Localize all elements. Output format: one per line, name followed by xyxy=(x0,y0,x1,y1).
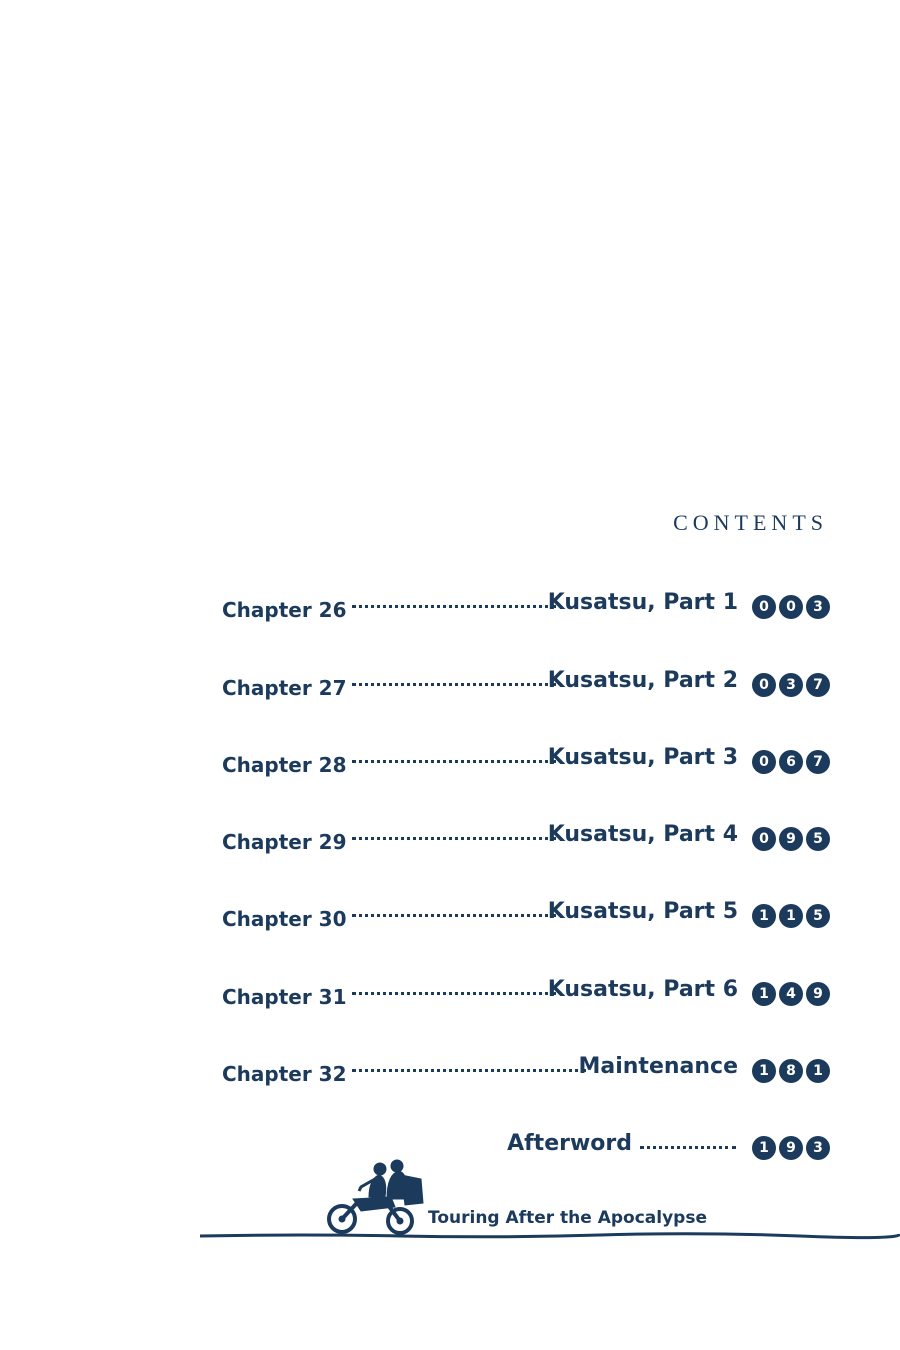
page-digit: 1 xyxy=(806,1059,830,1083)
contents-title: CONTENTS xyxy=(673,510,828,535)
dot-leader xyxy=(352,992,556,995)
page-digit: 3 xyxy=(779,673,803,697)
afterword-title: Afterword xyxy=(507,1131,632,1156)
chapter-label: Chapter 26 xyxy=(222,598,347,622)
page-digit: 0 xyxy=(752,750,776,774)
page-digit: 3 xyxy=(806,595,830,619)
toc-row-chapter-29 xyxy=(220,822,830,856)
motorcycle-riders-icon xyxy=(325,1155,430,1237)
dot-leader xyxy=(640,1146,736,1149)
dot-leader xyxy=(352,683,556,686)
page-digit: 3 xyxy=(806,1136,830,1160)
page-number xyxy=(752,904,830,928)
page-digit: 9 xyxy=(779,827,803,851)
chapter-title: Kusatsu, Part 6 xyxy=(547,977,738,1002)
toc-row-chapter-31 xyxy=(220,977,830,1011)
page-number xyxy=(752,750,830,774)
chapter-title: Kusatsu, Part 3 xyxy=(547,745,738,770)
chapter-title: Kusatsu, Part 4 xyxy=(547,822,738,847)
page-number xyxy=(752,827,830,851)
chapter-title: Maintenance xyxy=(578,1054,738,1079)
toc-row-chapter-26 xyxy=(220,590,830,624)
toc-row-chapter-28 xyxy=(220,745,830,779)
page-number xyxy=(752,1136,830,1160)
chapter-label: Chapter 29 xyxy=(222,830,347,854)
page-number xyxy=(752,595,830,619)
page-digit: 1 xyxy=(752,1059,776,1083)
page-digit: 8 xyxy=(779,1059,803,1083)
toc-row-chapter-32 xyxy=(220,1054,830,1088)
page-digit: 1 xyxy=(752,982,776,1006)
page-digit: 0 xyxy=(779,595,803,619)
page-number xyxy=(752,1059,830,1083)
page-digit: 0 xyxy=(752,827,776,851)
page-digit: 4 xyxy=(779,982,803,1006)
chapter-label: Chapter 28 xyxy=(222,753,347,777)
page-digit: 7 xyxy=(806,673,830,697)
page-digit: 6 xyxy=(779,750,803,774)
chapter-title: Kusatsu, Part 2 xyxy=(547,668,738,693)
page-number xyxy=(752,673,830,697)
dot-leader xyxy=(352,914,556,917)
dot-leader xyxy=(352,760,556,763)
series-title: Touring After the Apocalypse xyxy=(428,1208,707,1228)
page-digit: 0 xyxy=(752,673,776,697)
chapter-label: Chapter 31 xyxy=(222,985,347,1009)
dot-leader xyxy=(352,837,556,840)
page-digit: 1 xyxy=(779,904,803,928)
page-digit: 9 xyxy=(806,982,830,1006)
page-number xyxy=(752,982,830,1006)
toc-row-afterword xyxy=(220,1131,830,1165)
chapter-label: Chapter 30 xyxy=(222,907,347,931)
chapter-title: Kusatsu, Part 5 xyxy=(547,899,738,924)
page-digit: 5 xyxy=(806,827,830,851)
toc-row-chapter-30 xyxy=(220,899,830,933)
ground-line xyxy=(200,1232,900,1240)
page-digit: 9 xyxy=(779,1136,803,1160)
page-digit: 1 xyxy=(752,1136,776,1160)
page-digit: 7 xyxy=(806,750,830,774)
page-digit: 0 xyxy=(752,595,776,619)
chapter-title: Kusatsu, Part 1 xyxy=(547,590,738,615)
chapter-label: Chapter 27 xyxy=(222,676,347,700)
chapter-label: Chapter 32 xyxy=(222,1062,347,1086)
page-digit: 1 xyxy=(752,904,776,928)
dot-leader xyxy=(352,605,556,608)
toc-row-chapter-27 xyxy=(220,668,830,702)
dot-leader xyxy=(352,1069,586,1072)
page-digit: 5 xyxy=(806,904,830,928)
